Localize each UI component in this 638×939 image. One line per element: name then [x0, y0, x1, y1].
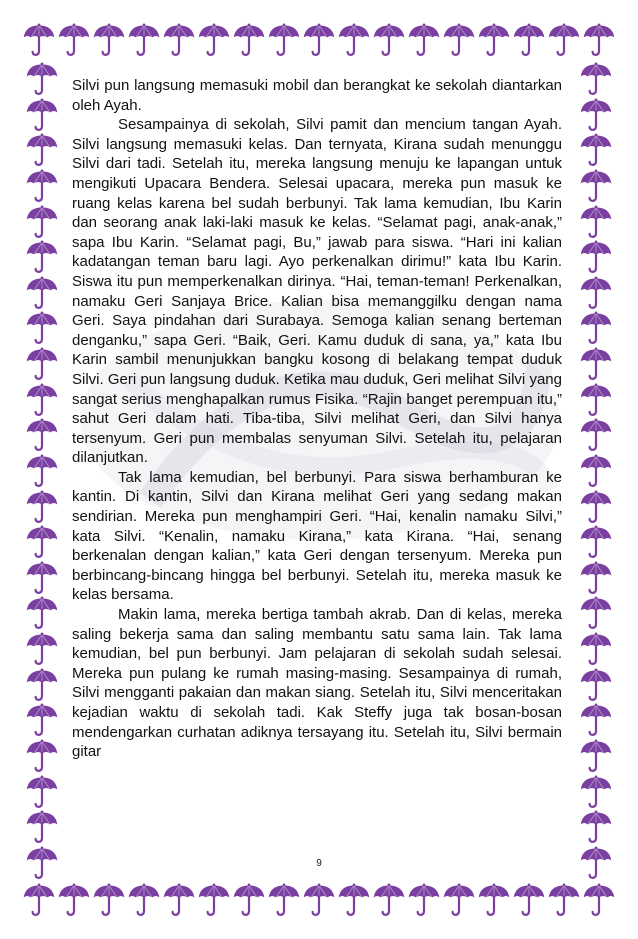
umbrella-icon — [232, 23, 266, 57]
umbrella-icon — [162, 883, 196, 917]
umbrella-icon — [127, 23, 161, 57]
umbrella-icon — [579, 490, 613, 524]
umbrella-border-bottom — [22, 880, 616, 920]
umbrella-icon — [25, 383, 59, 417]
umbrella-icon — [57, 883, 91, 917]
umbrella-icon — [92, 883, 126, 917]
umbrella-icon — [579, 383, 613, 417]
umbrella-icon — [162, 23, 196, 57]
umbrella-icon — [25, 632, 59, 666]
umbrella-icon — [579, 454, 613, 488]
umbrella-icon — [579, 205, 613, 239]
umbrella-icon — [25, 810, 59, 844]
umbrella-icon — [582, 883, 616, 917]
umbrella-icon — [25, 454, 59, 488]
umbrella-icon — [579, 632, 613, 666]
umbrella-icon — [25, 347, 59, 381]
umbrella-icon — [25, 205, 59, 239]
umbrella-icon — [477, 883, 511, 917]
umbrella-icon — [579, 596, 613, 630]
umbrella-icon — [579, 525, 613, 559]
umbrella-icon — [477, 23, 511, 57]
paragraph-4: Makin lama, mereka bertiga tambah akrab. Dan di kelas, mereka saling bekerja sama dan saling membantu satu sama lain. Tak lama kemudian, bel pun berbunyi. Jam pelajaran di sekolah sudah selesai. Mereka pun pulang ke rumah masing-masing. Sesampainya di rumah, Silvi mengganti pakaian dan makan siang. Setelah itu, Silvi menceritakan kejadian waktu di sekolah tadi. Kak Steffy juga tak bosan-bosan mendengarkan curhatan adiknya tersayang itu. Setelah itu, Silvi bermain gitar — [72, 606, 562, 761]
umbrella-icon — [25, 240, 59, 274]
umbrella-icon — [22, 883, 56, 917]
umbrella-icon — [57, 23, 91, 57]
umbrella-icon — [25, 596, 59, 630]
umbrella-icon — [302, 23, 336, 57]
umbrella-icon — [25, 418, 59, 452]
umbrella-icon — [25, 98, 59, 132]
umbrella-icon — [25, 311, 59, 345]
umbrella-icon — [337, 23, 371, 57]
umbrella-icon — [512, 883, 546, 917]
umbrella-icon — [25, 703, 59, 737]
umbrella-icon — [25, 169, 59, 203]
page-number: 9 — [316, 858, 322, 869]
umbrella-icon — [25, 276, 59, 310]
umbrella-icon — [25, 62, 59, 96]
umbrella-icon — [579, 810, 613, 844]
umbrella-icon — [232, 883, 266, 917]
umbrella-icon — [579, 62, 613, 96]
story-text — [72, 76, 562, 762]
umbrella-border-left — [22, 62, 62, 880]
umbrella-icon — [25, 490, 59, 524]
paragraph-2: Sesampainya di sekolah, Silvi pamit dan mencium tangan Ayah. Silvi langsung memasuki kelas. Dan ternyata, Kirana sudah menunggu Silvi dari tadi. Setelah itu, mereka langsung menuju ke lapangan untuk mengikuti Upacara Bendera. Selesai upacara, mereka pun masuk ke ruang kelas karena bel sudah berbunyi. Tak lama kemudian, Ibu Karin dan seorang anak laki-laki masuk ke kelas. “Selamat pagi, anak-anak,” sapa Ibu Karin. “Selamat pagi, Bu,” jawab para siswa. “Hari ini kalian kadatangan teman baru lagi. Ayo perkenalkan dirimu!” kata Ibu Karin. Siswa itu pun memperkenalkan dirinya. “Hai, teman-teman! Perkenalkan, namaku Geri Sanjaya Brice. Kalian bisa memanggilku dengan nama Geri. Saya pindahan dari Surabaya. Semoga kalian senang berteman denganku,” sapa Geri. “Baik, Geri. Kamu duduk di sana, ya,” kata Ibu Karin sambil menunjukkan bangku kosong di belakang tempat duduk Silvi. Geri pun langsung duduk. Ketika mau duduk, Geri melihat Silvi yang sangat serius menghapalkan rumus Fisika. “Rajin banget perempuan itu,” sahut Geri dalam hati. Tiba-tiba, Silvi melihat Geri, dan Silvi hanya tersenyum. Geri pun membalas senyuman Silvi. Setelah itu, pelajaran dilanjutkan. — [72, 116, 562, 467]
umbrella-icon — [197, 883, 231, 917]
umbrella-icon — [372, 883, 406, 917]
umbrella-icon — [579, 775, 613, 809]
umbrella-icon — [407, 23, 441, 57]
umbrella-border-top — [22, 20, 616, 60]
umbrella-icon — [25, 561, 59, 595]
umbrella-icon — [512, 23, 546, 57]
umbrella-icon — [579, 561, 613, 595]
umbrella-icon — [267, 23, 301, 57]
umbrella-icon — [197, 23, 231, 57]
umbrella-icon — [267, 883, 301, 917]
umbrella-icon — [337, 883, 371, 917]
paragraph-1: Silvi pun langsung memasuki mobil dan berangkat ke sekolah diantarkan oleh Ayah. — [72, 77, 562, 114]
umbrella-icon — [547, 23, 581, 57]
umbrella-icon — [579, 276, 613, 310]
umbrella-icon — [547, 883, 581, 917]
umbrella-icon — [372, 23, 406, 57]
umbrella-icon — [582, 23, 616, 57]
umbrella-border-right — [576, 62, 616, 880]
umbrella-icon — [407, 883, 441, 917]
paragraph-3: Tak lama kemudian, bel berbunyi. Para siswa berhamburan ke kantin. Di kantin, Silvi dan Kirana melihat Geri yang sedang makan sendirian. Mereka pun menghampiri Geri. “Hai, kenalin namaku Silvi,” kata Silvi. “Kenalin, namaku Kirana,” kata Kirana. “Hai, senang berkenalan dengan kalian,” kata Geri dengan tersenyum. Mereka pun berbincang-bincang hingga bel berbunyi. Setelah itu, mereka masuk ke kelas bersama. — [72, 468, 562, 604]
umbrella-icon — [579, 347, 613, 381]
umbrella-icon — [25, 133, 59, 167]
umbrella-icon — [579, 169, 613, 203]
umbrella-icon — [302, 883, 336, 917]
umbrella-icon — [92, 23, 126, 57]
umbrella-icon — [442, 23, 476, 57]
umbrella-icon — [579, 668, 613, 702]
umbrella-icon — [25, 668, 59, 702]
umbrella-icon — [25, 525, 59, 559]
umbrella-icon — [22, 23, 56, 57]
umbrella-icon — [579, 98, 613, 132]
umbrella-icon — [579, 311, 613, 345]
umbrella-icon — [579, 240, 613, 274]
umbrella-icon — [579, 133, 613, 167]
umbrella-icon — [442, 883, 476, 917]
umbrella-icon — [579, 739, 613, 773]
umbrella-icon — [25, 775, 59, 809]
umbrella-icon — [25, 739, 59, 773]
umbrella-icon — [579, 418, 613, 452]
umbrella-icon — [127, 883, 161, 917]
umbrella-icon — [579, 703, 613, 737]
